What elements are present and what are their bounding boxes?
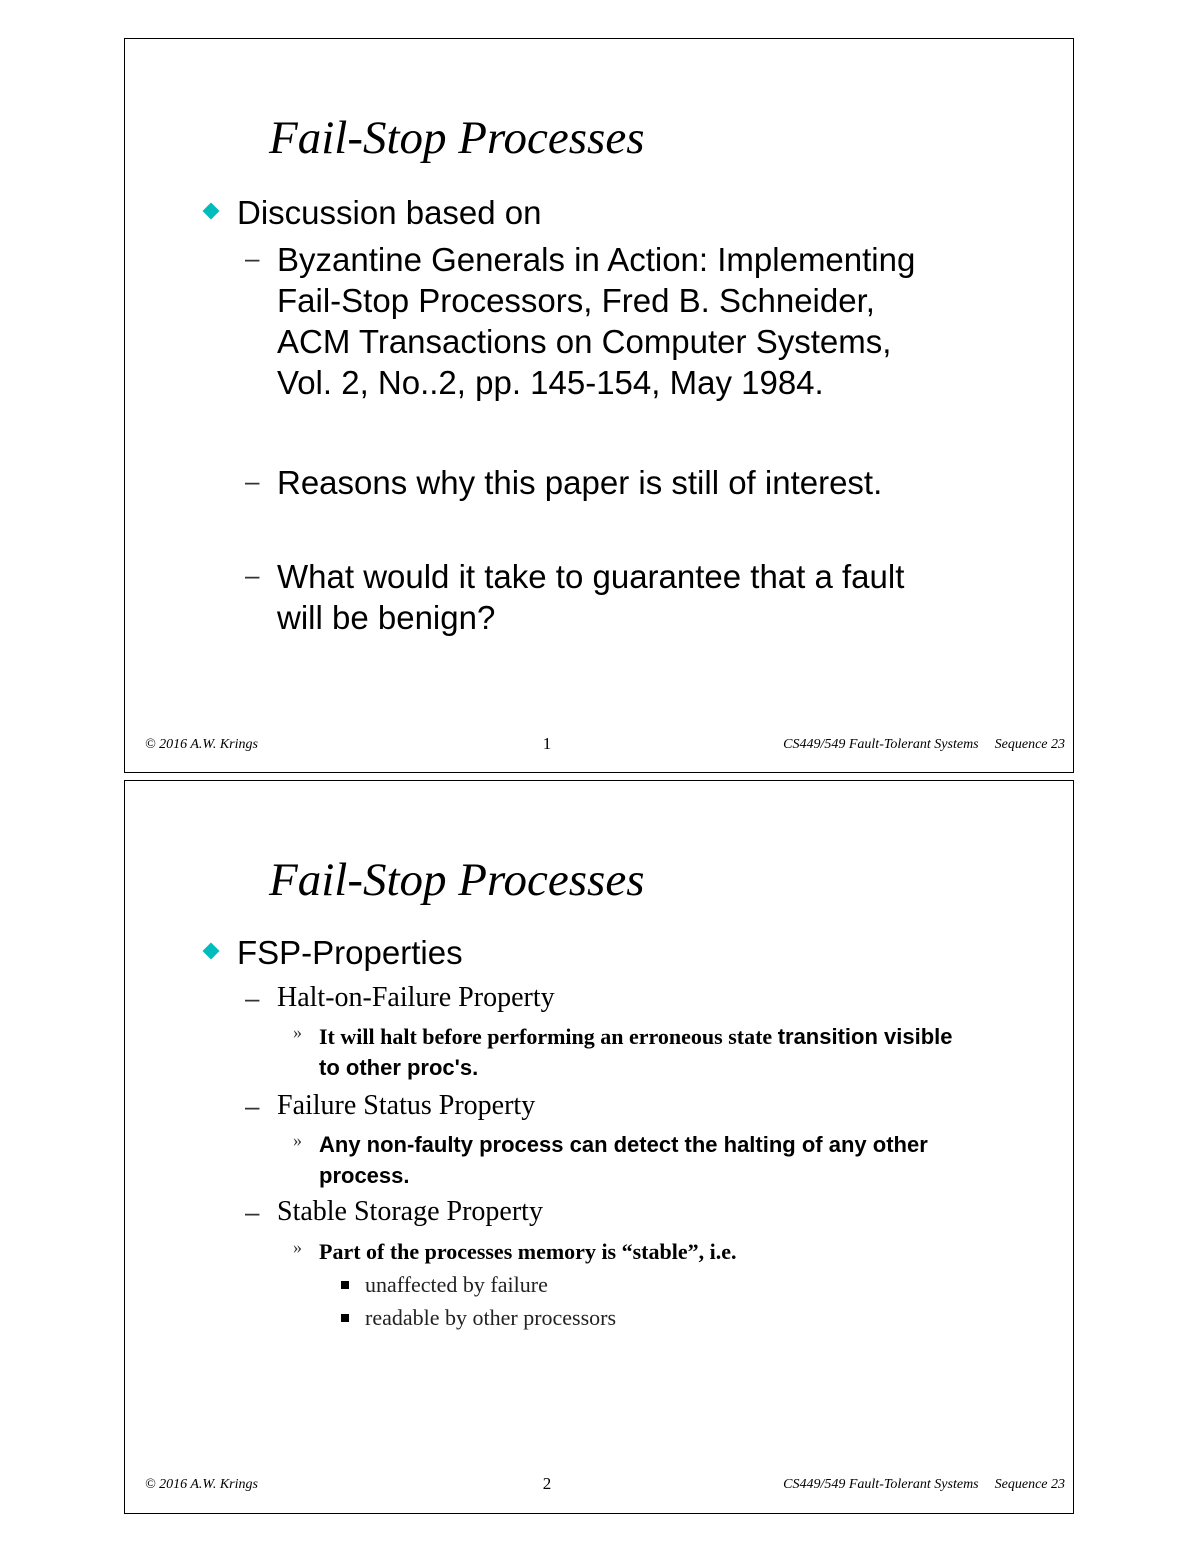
detail-line: to other proc's.: [319, 1055, 479, 1080]
slide-title: Fail-Stop Processes: [269, 112, 645, 164]
square-bullet-icon: [341, 1314, 349, 1322]
detail-sans-part: transition visible: [777, 1024, 953, 1049]
sub-item-line: will be benign?: [277, 599, 496, 636]
dash-bullet-icon: –: [245, 466, 260, 496]
property-name: Halt-on-Failure Property: [277, 982, 555, 1013]
footer-copyright: © 2016 A.W. Krings: [145, 1477, 258, 1492]
reference-line: ACM Transactions on Computer Systems,: [277, 323, 892, 360]
chevron-bullet-icon: »: [293, 1022, 302, 1042]
dash-bullet-icon: –: [245, 1197, 260, 1227]
footer-copyright: © 2016 A.W. Krings: [145, 737, 258, 752]
footer-course: [783, 737, 1065, 753]
reference-line: Fail-Stop Processors, Fred B. Schneider,: [277, 282, 875, 319]
chevron-bullet-icon: »: [293, 1130, 302, 1150]
property-name: Failure Status Property: [277, 1090, 536, 1121]
sub-item-line: Reasons why this paper is still of interest.: [277, 464, 883, 501]
slide-1: [124, 38, 1074, 773]
dash-bullet-icon: –: [245, 560, 260, 590]
footer-course-name: CS449/549 Fault-Tolerant Systems: [783, 737, 979, 752]
diamond-bullet-icon: [203, 943, 220, 960]
bullet-text: FSP-Properties: [237, 934, 463, 971]
bullet-text: Discussion based on: [237, 194, 542, 231]
dash-bullet-icon: –: [245, 983, 260, 1013]
footer-page-number: 2: [542, 1474, 552, 1493]
slide-footer: [125, 1474, 1073, 1497]
sub-item-text: [277, 239, 1017, 403]
sub-detail-text: unaffected by failure: [365, 1272, 548, 1297]
property-detail-text: [319, 1129, 1039, 1191]
sub-detail-text: readable by other processors: [365, 1305, 617, 1330]
detail-line: Any non-faulty process can detect the halting of any other: [319, 1132, 928, 1157]
slide-content: [125, 39, 1073, 772]
property-name: Stable Storage Property: [277, 1196, 543, 1227]
reference-line: Byzantine Generals in Action: Implementing: [277, 241, 916, 278]
footer-sequence: Sequence 23: [994, 737, 1065, 752]
footer-page-number: 1: [542, 734, 552, 753]
square-bullet-icon: [341, 1281, 349, 1289]
slide-footer: [125, 734, 1073, 757]
footer-course: [783, 1477, 1065, 1493]
diamond-bullet-icon: [203, 203, 220, 220]
detail-serif-part: It will halt before performing an erroneous state: [319, 1024, 778, 1049]
reference-line: Vol. 2, No..2, pp. 145-154, May 1984.: [277, 364, 824, 401]
slide-2: [124, 780, 1074, 1514]
slide-title: Fail-Stop Processes: [269, 854, 645, 906]
footer-course-name: CS449/549 Fault-Tolerant Systems: [783, 1477, 979, 1492]
detail-line: [319, 1021, 1039, 1052]
sub-item-line: What would it take to guarantee that a fault: [277, 558, 905, 595]
chevron-bullet-icon: »: [293, 1237, 302, 1257]
property-detail-text: Part of the processes memory is “stable”, i.e.: [319, 1239, 737, 1264]
footer-sequence: Sequence 23: [994, 1477, 1065, 1492]
slide-content: [125, 781, 1073, 1513]
sub-item-text: [277, 556, 1017, 638]
detail-line: process.: [319, 1163, 410, 1188]
dash-bullet-icon: –: [245, 1091, 260, 1121]
property-detail-text: [319, 1021, 1039, 1083]
dash-bullet-icon: –: [245, 243, 260, 273]
sub-item-text: [277, 462, 1017, 503]
